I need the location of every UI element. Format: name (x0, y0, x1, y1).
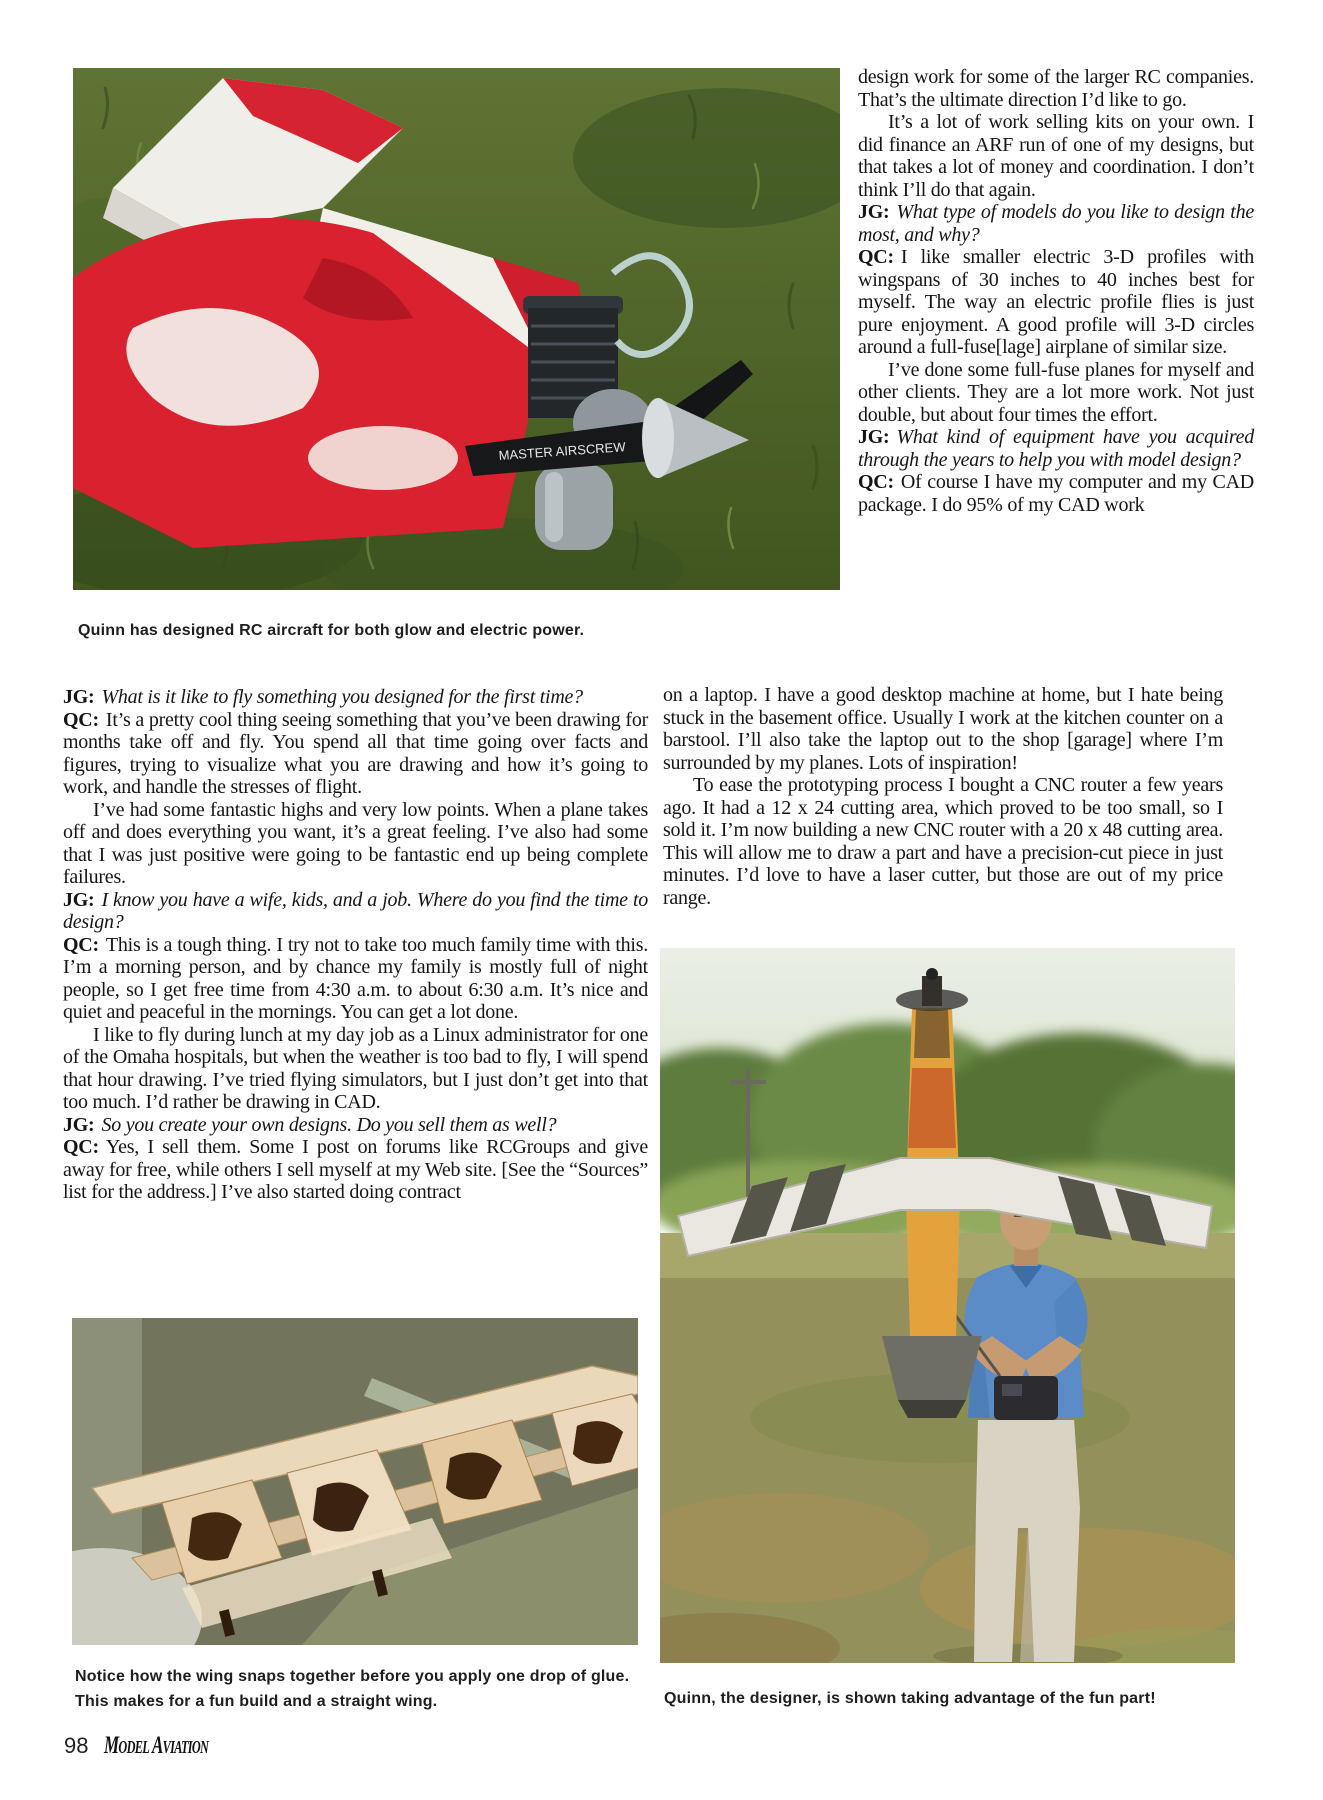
interviewer-label: JG: (63, 1113, 95, 1136)
question-paragraph (63, 1114, 648, 1137)
page-footer (64, 1732, 258, 1760)
answer-paragraph: I like to fly during lunch at my day job as a Linux administrator for one of the Omaha hospitals, but when the weather is too bad to fly, I will spend that hour drawing. I’ve tried flying simulators, but I just don’t get into that too much. I’d rather be drawing in CAD. (63, 1023, 648, 1113)
rc-transmitter (994, 1376, 1058, 1420)
middle-text-column (663, 684, 1223, 909)
answer-text: Of course I have my computer and my CAD package. I do 95% of my CAD work (858, 471, 1254, 516)
field-flying-photo (660, 948, 1235, 1663)
answer-paragraph: It’s a lot of work selling kits on your own. I did finance an ARF run of one of my designs, but that takes a lot of money and coordination. I don’t think I’ll do that again. (858, 111, 1254, 201)
field-flying-illustration (660, 948, 1235, 1663)
interviewer-label: JG: (63, 686, 95, 708)
interviewer-label: JG: (63, 888, 95, 911)
motor (922, 976, 942, 1006)
answer-paragraph: To ease the prototyping process I bought a CNC router a few years ago. It had a 12 x 24 cutting area, which proved to be too small, so I sold it. I’m now building a new CNC router with a 20 x 48 cutting area. This will allow me to draw a part and have a precision-cut piece in just minutes. I’d love to have a laser cutter, but those are out of my price range. (663, 774, 1223, 909)
answer-text: I like smaller electric 3-D profiles with wingspans of 30 inches to 40 inches best for myself. The way an electric profile flies is just pure enjoyment. A good profile will 3-D circles around a full-fuse[lage] airplane of similar size. (858, 246, 1254, 358)
elevator (898, 1400, 966, 1418)
answer-text: Yes, I sell them. Some I post on forums like RCGroups and give away for free, while others I sell myself at my Web site. [See the “Sources” list for the address.] I’ve also started doing contract (63, 1136, 648, 1203)
answer-text: It’s a pretty cool thing seeing something that you’ve been drawing for months take off and fly. You spend all that time going over facts and figures, trying to visualize what you are drawing and how it’s going to work, and handle the stresses of flight. (63, 708, 648, 798)
answer-paragraph (63, 709, 648, 799)
designer-label: QC: (858, 471, 894, 493)
answer-paragraph: I’ve had some fantastic highs and very low points. When a plane takes off and does everything you want, it’s a great feeling. I’ve also had some that I was just positive were going to be fantastic end up being complete failures. (63, 798, 648, 888)
canopy (914, 1010, 950, 1058)
right-text-column (858, 66, 1254, 516)
tail-surface (882, 1336, 982, 1400)
interviewer-label: JG: (858, 201, 890, 223)
question-paragraph (63, 686, 648, 709)
answer-continued: design work for some of the larger RC companies. That’s the ultimate direction I’d like to go. (858, 66, 1254, 111)
wing-photo-caption: Notice how the wing snaps together before you apply one drop of glue. This makes for a fun build and a straight wing. (75, 1668, 630, 1710)
propeller-brand-text: MASTER AIRSCREW (498, 439, 627, 463)
answer-paragraph: I’ve done some full-fuse planes for myself and other clients. They are a lot more work. Not just double, but about four times the effort. (858, 358, 1254, 426)
top-photo-rc-plane-closeup (73, 68, 840, 590)
question-paragraph (63, 889, 648, 934)
field-photo-caption: Quinn, the designer, is shown taking advantage of the fun part! (664, 1690, 1156, 1707)
rc-plane-closeup-illustration (73, 68, 840, 590)
magazine-logo: Model Aviation (104, 1732, 209, 1759)
question-text: What is it like to fly something you designed for the first time? (101, 686, 583, 708)
designer-label: QC: (63, 1136, 99, 1158)
answer-paragraph (63, 1136, 648, 1204)
top-photo-caption: Quinn has designed RC aircraft for both glow and electric power. (78, 622, 585, 639)
left-text-column (63, 686, 648, 1204)
muffler (535, 464, 613, 550)
designer-label: QC: (63, 933, 99, 956)
answer-paragraph (858, 471, 1254, 516)
wing-structure-photo (72, 1318, 638, 1645)
question-text: So you create your own designs. Do you sell them as well? (101, 1113, 557, 1136)
answer-paragraph (63, 934, 648, 1024)
designer-label: QC: (858, 246, 894, 268)
question-text: What kind of equipment have you acquired through the years to help you with model design? (858, 426, 1254, 471)
page-number: 98 (64, 1733, 89, 1758)
designer-label: QC: (63, 708, 99, 731)
question-paragraph (858, 426, 1254, 471)
answer-continued: on a laptop. I have a good desktop machine at home, but I hate being stuck in the basement office. Usually I work at the kitchen counter on a barstool. I’ll also take the laptop out to the shop [garage] where I’m surrounded by my planes. Lots of inspiration! (663, 684, 1223, 774)
answer-paragraph (858, 246, 1254, 359)
question-text: What type of models do you like to design the most, and why? (858, 201, 1254, 246)
question-paragraph (858, 201, 1254, 246)
interviewer-label: JG: (858, 426, 890, 448)
wing-structure-illustration (72, 1318, 638, 1645)
question-text: I know you have a wife, kids, and a job. Where do you find the time to design? (63, 888, 648, 933)
answer-text: This is a tough thing. I try not to take too much family time with this. I’m a morning person, and by chance my family is mostly full of night people, so I get free time from 4:30 a.m. to about 6:30 a.m. It’s nice and quiet and peaceful in the mornings. You can get a lot done. (63, 933, 648, 1023)
